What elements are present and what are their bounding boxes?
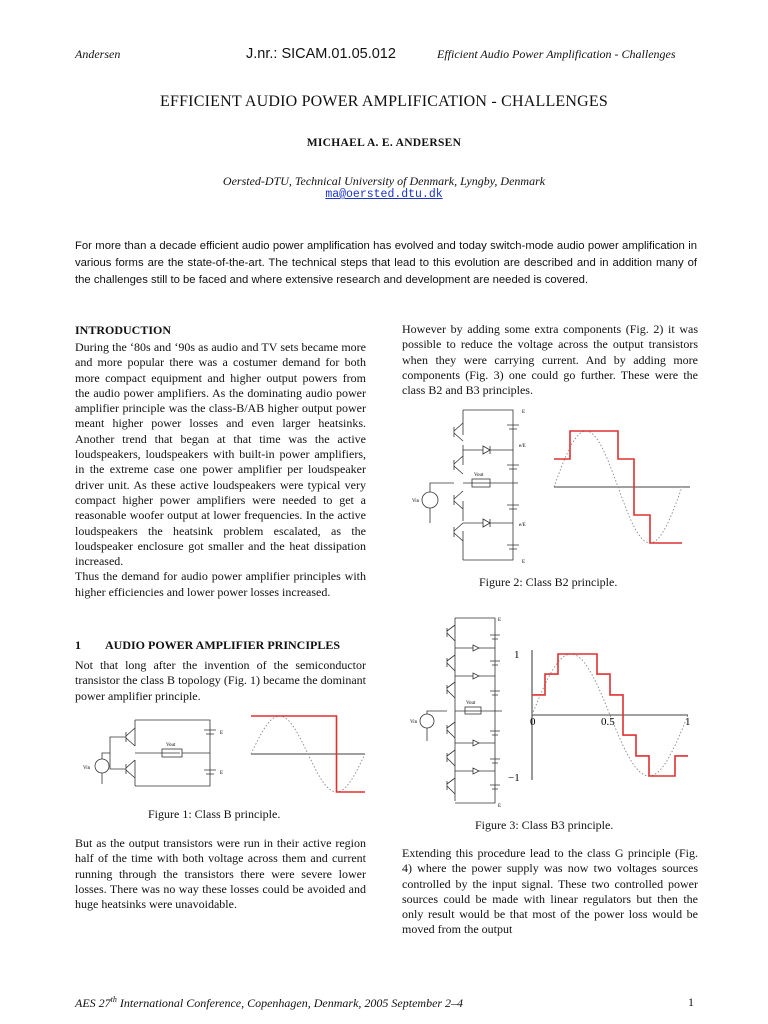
y-tick-top: 1 [514, 649, 520, 661]
figure-2-circuit [408, 405, 538, 567]
vout-label: Vout [166, 743, 176, 748]
figure-2-plot [550, 425, 692, 553]
figure-3-plot [510, 640, 698, 790]
figure-1-circuit [80, 712, 230, 794]
section-1-heading [75, 638, 340, 653]
right-paragraph-1: However by adding some extra components (Fig. 2) it was possible to reduce the voltage across the output transistors when they were carrying current. And by adding more components (Fig. 3) one could go further. These were the class B2 and B3 principles. [402, 322, 698, 398]
e-label-bottom: E [498, 804, 502, 809]
abstract: For more than a decade efficient audio power amplification has evolved and today switch-mode audio power amplification in various forms are the state-of-the-art. The technical steps that lead to this evolution are described and in addition many of the challenges still to be faced and where extensive research and development are needed is covered. [75, 240, 697, 286]
footer-conference: AES 27th International Conference, Copenhagen, Denmark, 2005 September 2–4 [75, 995, 464, 1010]
email-link[interactable]: ma@oersted.dtu.dk [325, 188, 443, 201]
e-label-bottom: E [522, 560, 526, 565]
paper-affiliation: Oersted-DTU, Technical University of Denmark, Lyngby, Denmark [222, 174, 546, 188]
vout-label: Vout [474, 473, 484, 478]
x-tick-mid: 0.5 [601, 716, 615, 728]
intro-text [75, 340, 366, 600]
figure-1-plot [247, 714, 369, 796]
vout-label: Vout [466, 701, 476, 706]
e-label-bottom: E [220, 771, 224, 776]
paper-author: MICHAEL A. E. ANDERSEN [306, 137, 462, 149]
header-author: Andersen [75, 47, 121, 61]
e-label-top: E [522, 410, 526, 415]
paper-title: EFFICIENT AUDIO POWER AMPLIFICATION - CHALLENGES [160, 93, 608, 110]
intro-paragraph-2: Thus the demand for audio power amplifier principles with higher efficiencies and lower power losses increased. [75, 569, 366, 599]
vin-label: Vin [412, 499, 420, 504]
right-paragraph-2: Extending this procedure lead to the class G principle (Fig. 4) where the power supply was now two voltages sources controlled by the input signal. These two controlled power sources could be made with linear regulators but then the only result would be that most of the power loss would be moved from the output [402, 846, 698, 937]
header-running-title: Efficient Audio Power Amplification - Challenges [437, 47, 676, 61]
vin-label: Vin [410, 720, 418, 725]
e-label-top: E [220, 731, 224, 736]
half-e-label-bottom: e/E [519, 523, 526, 528]
section-1-paragraph-2: But as the output transistors were run in their active region half of the time with both voltage across them and current running through the transistors there were severe lower losses. There was no way these losses could be avoided and huge heatsinks were unavoidable. [75, 836, 366, 912]
figure-1-caption: Figure 1: Class B principle. [148, 807, 281, 821]
section-1-paragraph-1: Not that long after the invention of the semiconductor transistor the class B topology (Fig. 1) became the dominant power amplifier principle. [75, 658, 366, 703]
figure-2-caption: Figure 2: Class B2 principle. [479, 575, 618, 589]
figure-3-circuit [407, 613, 507, 808]
section-title: AUDIO POWER AMPLIFIER PRINCIPLES [105, 638, 341, 652]
x-tick-start: 0 [530, 716, 536, 728]
y-tick-bottom: −1 [508, 772, 520, 784]
intro-heading: INTRODUCTION [75, 323, 172, 337]
page-number: 1 [688, 995, 694, 1009]
vin-label: Vin [83, 766, 91, 771]
header-reference: J.nr.: SICAM.01.05.012 [246, 46, 396, 62]
half-e-label-top: e/E [519, 444, 526, 449]
figure-3-caption: Figure 3: Class B3 principle. [475, 818, 614, 832]
x-tick-end: 1 [685, 716, 691, 728]
e-label-top: E [498, 618, 502, 623]
intro-paragraph-1: During the ‘80s and ‘90s as audio and TV sets became more and more popular there was a costumer demand for both more compact equipment and higher output powers from the audio power amplifiers. As the dominating audio power amplifier principle was the class-B/AB higher output power meant higher power losses and even larger heatsinks. Another trend that began at that time was the active loudspeakers, loudspeakers with built-in power amplifiers, in the extreme case one power amplifier per loudspeaker driver unit. As these active loudspeakers were typical very compact higher power amplifiers were needed to get a reasonable woofer output at lower frequencies. In the active loudspeakers the heatsink problem escalated, as the loudspeaker enclosure got smaller and the heat dissipation increased. [75, 340, 366, 569]
section-number: 1 [75, 638, 81, 652]
